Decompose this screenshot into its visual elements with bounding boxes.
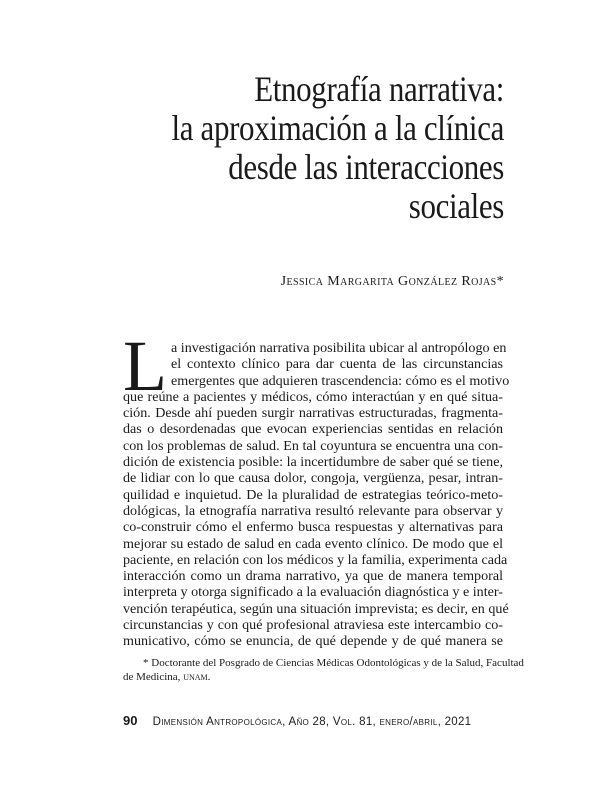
footnote-line-1: * Doctorante del Posgrado de Ciencias Médicas Odontológicas y de la Salud, Facultad bbox=[143, 657, 524, 669]
drop-cap: L bbox=[123, 326, 167, 406]
body-line: co-construir cómo el enfermo busca respuestas y alternativas para bbox=[123, 519, 503, 536]
title-line-4: sociales bbox=[408, 186, 504, 226]
body-line: municativo, cómo se enuncia, de qué depende y de qué manera se bbox=[123, 633, 503, 650]
body-line: circunstancias y con qué profesional atraviesa este intercambio co- bbox=[123, 617, 503, 634]
footnote-line-2 bbox=[123, 670, 503, 684]
body-line: vención terapéutica, según una situación imprevista; es decir, en qué bbox=[123, 600, 509, 617]
title-line-2: la aproximación a la clínica bbox=[171, 108, 504, 148]
footnote-abbr: unam bbox=[183, 671, 208, 683]
body-line: el contexto clínico para dar cuenta de las circunstancias bbox=[171, 356, 503, 373]
body-line: dológicas, la etnografía narrativa resultó relevante para observar y bbox=[123, 502, 503, 519]
body-line: interpreta y otorga significado a la evaluación diagnóstica y e inter- bbox=[123, 584, 503, 601]
body-line: emergentes que adquieren trascendencia: cómo es el motivo bbox=[171, 372, 510, 389]
body-line: paciente, en relación con los médicos y la familia, experimenta cada bbox=[123, 551, 508, 568]
body-line: mejorar su estado de salud en cada evento clínico. De modo que el bbox=[123, 535, 503, 552]
body-line: ción. Desde ahí pueden surgir narrativas estructuradas, fragmenta- bbox=[123, 405, 503, 422]
title-line-1: Etnografía narrativa: bbox=[254, 69, 504, 109]
body-line: quilidad e inquietud. De la pluralidad de estrategias teórico-meto- bbox=[123, 486, 503, 503]
article-title bbox=[143, 70, 504, 226]
body-line: que reúne a pacientes y médicos, cómo interactúan y en qué situa- bbox=[123, 388, 503, 405]
running-head: Dimensión Antropológica, Año 28, Vol. 81, enero/abril, 2021 bbox=[152, 716, 472, 728]
page-number: 90 bbox=[123, 713, 138, 728]
body-line: dición de existencia posible: la incertidumbre de saber qué se tiene, bbox=[123, 454, 504, 471]
body-line: de lidiar con lo que causa dolor, congoja, vergüenza, pesar, intran- bbox=[123, 470, 503, 487]
body-line: con los problemas de salud. En tal coyuntura se encuentra una con- bbox=[123, 437, 503, 454]
footnote bbox=[123, 656, 524, 684]
title-line-3: desde las interacciones bbox=[228, 147, 505, 187]
body-line: das o desordenadas que evocan experiencias sentidas en relación bbox=[123, 421, 503, 438]
body-line: interacción como un drama narrativo, ya que de manera temporal bbox=[123, 568, 503, 585]
page-footer bbox=[123, 713, 503, 728]
author-name: Jessica Margarita González Rojas* bbox=[280, 274, 504, 289]
footnote-period: . bbox=[207, 671, 211, 683]
footnote-affiliation: de Medicina, bbox=[123, 671, 184, 683]
body-text bbox=[123, 340, 510, 650]
body-line: a investigación narrativa posibilita ubicar al antropólogo en bbox=[171, 340, 507, 356]
